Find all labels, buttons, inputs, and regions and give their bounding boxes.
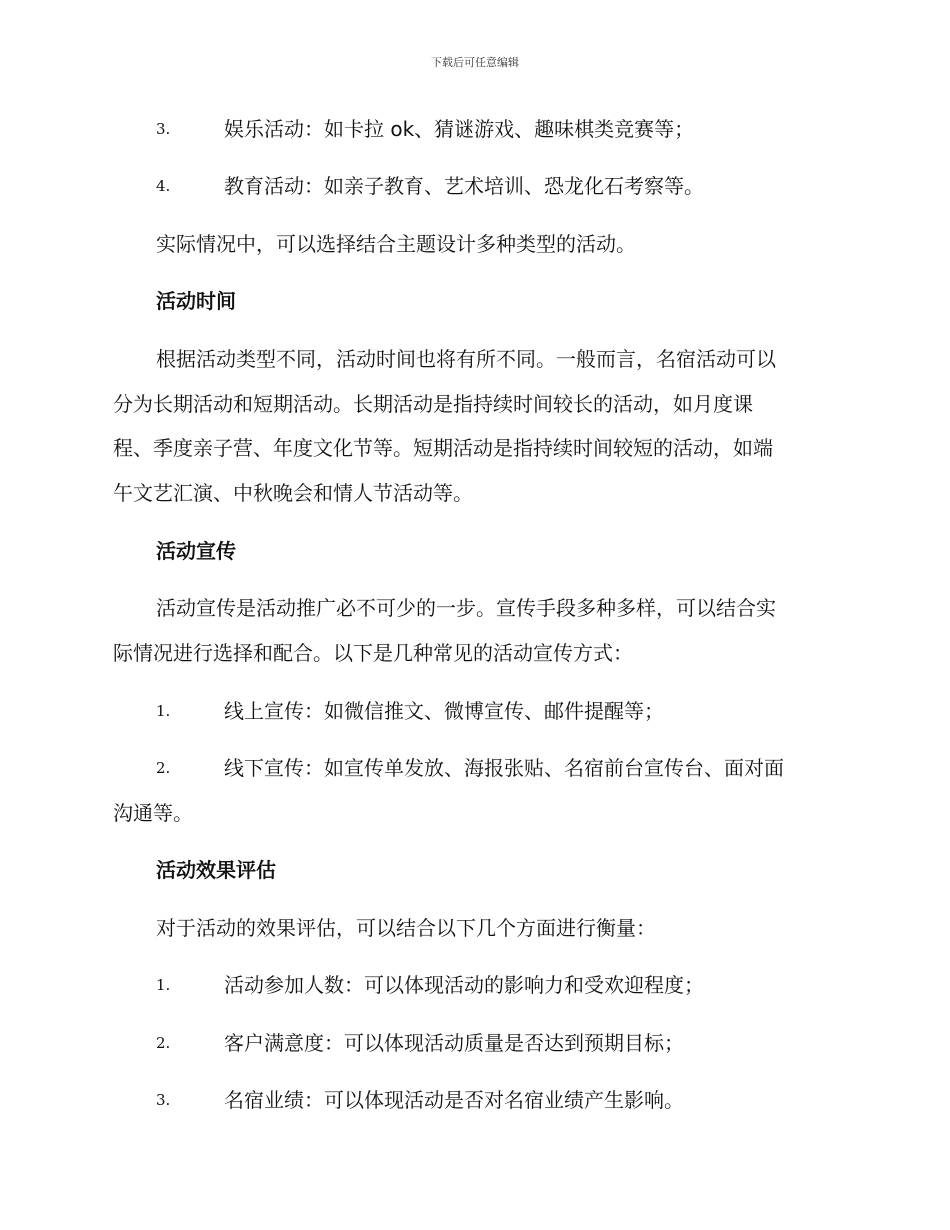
list-number: 2. — [156, 1034, 171, 1052]
paragraph-line: 程、季度亲子营、年度文化节等。短期活动是指持续时间较短的活动，如端 — [113, 436, 773, 460]
page-header-note: 下载后可任意编辑 — [431, 56, 519, 69]
list-text: 客户满意度：可以体现活动质量是否达到预期目标； — [224, 1031, 684, 1055]
paragraph-line: 午文艺汇演、中秋晚会和情人节活动等。 — [113, 481, 473, 505]
list-number: 1. — [156, 702, 171, 720]
paragraph-line: 分为长期活动和短期活动。长期活动是指持续时间较长的活动，如月度课 — [113, 392, 753, 416]
paragraph-line: 对于活动的效果评估，可以结合以下几个方面进行衡量： — [156, 916, 656, 940]
list-text: 线上宣传：如微信推文、微博宣传、邮件提醒等； — [224, 699, 664, 723]
list-text: 娱乐活动：如卡拉 ok、猜谜游戏、趣味棋类竞赛等； — [224, 117, 695, 141]
list-number: 3. — [156, 1091, 171, 1109]
section-heading-activity-evaluation: 活动效果评估 — [156, 858, 276, 882]
list-number: 4. — [156, 177, 171, 195]
section-heading-activity-promotion: 活动宣传 — [156, 539, 236, 563]
paragraph-line: 沟通等。 — [113, 801, 193, 825]
list-text: 活动参加人数：可以体现活动的影响力和受欢迎程度； — [224, 973, 704, 997]
section-heading-activity-time: 活动时间 — [156, 289, 236, 313]
paragraph-line: 际情况进行选择和配合。以下是几种常见的活动宣传方式： — [113, 641, 633, 665]
paragraph-line: 实际情况中，可以选择结合主题设计多种类型的活动。 — [156, 232, 636, 256]
list-number: 3. — [156, 120, 171, 138]
list-number: 1. — [156, 976, 171, 994]
list-text: 教育活动：如亲子教育、艺术培训、恐龙化石考察等。 — [224, 174, 704, 198]
list-text: 线下宣传：如宣传单发放、海报张贴、名宿前台宣传台、面对面 — [224, 756, 784, 780]
list-number: 2. — [156, 759, 171, 777]
list-text: 名宿业绩：可以体现活动是否对名宿业绩产生影响。 — [224, 1088, 684, 1112]
paragraph-line: 根据活动类型不同，活动时间也将有所不同。一般而言，名宿活动可以 — [156, 347, 776, 371]
paragraph-line: 活动宣传是活动推广必不可少的一步。宣传手段多种多样，可以结合实 — [156, 596, 776, 620]
